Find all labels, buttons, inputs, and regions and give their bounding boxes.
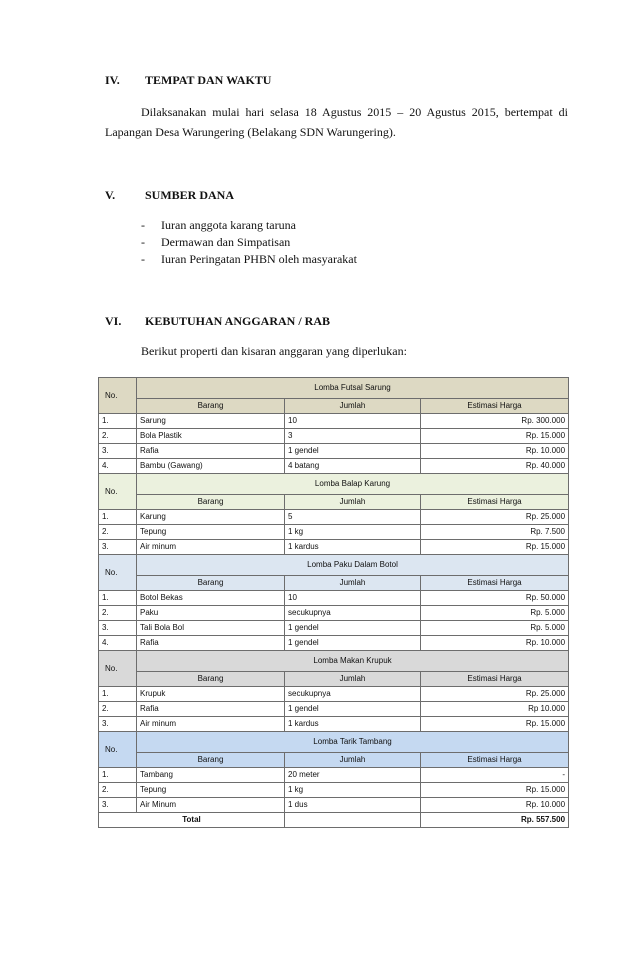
item-no: 1. — [99, 510, 137, 525]
item-harga: Rp. 15.000 — [421, 429, 569, 444]
item-barang: Tepung — [137, 783, 285, 798]
column-header-row — [99, 753, 569, 768]
table-row — [99, 459, 569, 474]
table-row — [99, 768, 569, 783]
total-label: Total — [99, 813, 285, 828]
column-header-row — [99, 399, 569, 414]
item-jumlah: 4 batang — [285, 459, 421, 474]
item-jumlah: 5 — [285, 510, 421, 525]
table-row — [99, 414, 569, 429]
item-no: 1. — [99, 768, 137, 783]
item-harga: Rp. 15.000 — [421, 717, 569, 732]
item-no: 4. — [99, 459, 137, 474]
item-barang: Rafia — [137, 444, 285, 459]
estimasi-column-header: Estimasi Harga — [421, 672, 569, 687]
category-title: Lomba Balap Karung — [137, 474, 569, 495]
table-row — [99, 702, 569, 717]
item-barang: Rafia — [137, 702, 285, 717]
item-barang: Sarung — [137, 414, 285, 429]
category-title-row — [99, 378, 569, 399]
item-harga: Rp. 10.000 — [421, 636, 569, 651]
item-no: 4. — [99, 636, 137, 651]
item-barang: Tambang — [137, 768, 285, 783]
item-jumlah: 1 kardus — [285, 540, 421, 555]
item-barang: Air minum — [137, 717, 285, 732]
no-column-header: No. — [99, 474, 137, 510]
item-harga: Rp. 7.500 — [421, 525, 569, 540]
table-row — [99, 606, 569, 621]
column-header-row — [99, 672, 569, 687]
category-title-row — [99, 732, 569, 753]
barang-column-header: Barang — [137, 672, 285, 687]
list-item: - Iuran anggota karang taruna — [141, 218, 296, 232]
jumlah-column-header: Jumlah — [285, 495, 421, 510]
estimasi-column-header: Estimasi Harga — [421, 495, 569, 510]
rab-table-body — [99, 378, 569, 828]
table-row — [99, 429, 569, 444]
item-harga: Rp. 15.000 — [421, 540, 569, 555]
anggaran-intro: Berikut properti dan kisaran anggaran yang diperlukan: — [141, 344, 407, 358]
item-jumlah: 1 gendel — [285, 621, 421, 636]
item-barang: Tepung — [137, 525, 285, 540]
table-row — [99, 444, 569, 459]
item-barang: Air minum — [137, 540, 285, 555]
category-title-row — [99, 651, 569, 672]
total-value: Rp. 557.500 — [421, 813, 569, 828]
table-row — [99, 591, 569, 606]
category-title-row — [99, 474, 569, 495]
item-no: 3. — [99, 444, 137, 459]
category-title: Lomba Paku Dalam Botol — [137, 555, 569, 576]
list-item: - Dermawan dan Simpatisan — [141, 235, 291, 249]
no-column-header: No. — [99, 555, 137, 591]
total-row — [99, 813, 569, 828]
item-harga: Rp. 50.000 — [421, 591, 569, 606]
sumber-dana-list — [141, 217, 357, 268]
table-row — [99, 636, 569, 651]
item-harga: Rp. 25.000 — [421, 510, 569, 525]
item-barang: Karung — [137, 510, 285, 525]
item-harga: - — [421, 768, 569, 783]
item-harga: Rp. 5.000 — [421, 606, 569, 621]
item-no: 3. — [99, 540, 137, 555]
item-jumlah: 1 gendel — [285, 444, 421, 459]
item-barang: Bola Plastik — [137, 429, 285, 444]
table-row — [99, 510, 569, 525]
barang-column-header: Barang — [137, 576, 285, 591]
item-harga: Rp. 5.000 — [421, 621, 569, 636]
item-no: 1. — [99, 414, 137, 429]
item-jumlah: 10 — [285, 414, 421, 429]
item-harga: Rp. 300.000 — [421, 414, 569, 429]
column-header-row — [99, 495, 569, 510]
barang-column-header: Barang — [137, 753, 285, 768]
table-row — [99, 525, 569, 540]
estimasi-column-header: Estimasi Harga — [421, 753, 569, 768]
item-barang: Tali Bola Bol — [137, 621, 285, 636]
table-row — [99, 783, 569, 798]
barang-column-header: Barang — [137, 495, 285, 510]
item-no: 3. — [99, 717, 137, 732]
item-no: 2. — [99, 783, 137, 798]
jumlah-column-header: Jumlah — [285, 399, 421, 414]
item-jumlah: 1 dus — [285, 798, 421, 813]
item-jumlah: 1 kg — [285, 525, 421, 540]
item-harga: Rp 10.000 — [421, 702, 569, 717]
item-harga: Rp. 25.000 — [421, 687, 569, 702]
section-title: KEBUTUHAN ANGGARAN / RAB — [145, 314, 331, 328]
category-title: Lomba Tarik Tambang — [137, 732, 569, 753]
tempat-waktu-paragraph: Dilaksanakan mulai hari selasa 18 Agustus 2015 – 20 Agustus 2015, bertempat di Lapangan Desa Warungering (Belakang SDN Warungering). — [105, 105, 568, 139]
item-jumlah: secukupnya — [285, 687, 421, 702]
list-item: - Iuran Peringatan PHBN oleh masyarakat — [141, 252, 357, 266]
no-column-header: No. — [99, 732, 137, 768]
item-harga: Rp. 15.000 — [421, 783, 569, 798]
item-jumlah: 20 meter — [285, 768, 421, 783]
jumlah-column-header: Jumlah — [285, 672, 421, 687]
table-row — [99, 621, 569, 636]
table-row — [99, 540, 569, 555]
column-header-row — [99, 576, 569, 591]
table-row — [99, 687, 569, 702]
item-jumlah: 1 gendel — [285, 636, 421, 651]
item-harga: Rp. 10.000 — [421, 798, 569, 813]
item-barang: Krupuk — [137, 687, 285, 702]
total-empty-cell — [285, 813, 421, 828]
item-jumlah: 10 — [285, 591, 421, 606]
barang-column-header: Barang — [137, 399, 285, 414]
jumlah-column-header: Jumlah — [285, 576, 421, 591]
table-row — [99, 717, 569, 732]
rab-table — [98, 377, 569, 828]
jumlah-column-header: Jumlah — [285, 753, 421, 768]
item-jumlah: 1 kardus — [285, 717, 421, 732]
item-no: 3. — [99, 798, 137, 813]
item-no: 1. — [99, 687, 137, 702]
section-title: TEMPAT DAN WAKTU — [145, 73, 272, 87]
estimasi-column-header: Estimasi Harga — [421, 576, 569, 591]
item-no: 2. — [99, 429, 137, 444]
category-title: Lomba Makan Krupuk — [137, 651, 569, 672]
item-no: 3. — [99, 621, 137, 636]
item-jumlah: 1 gendel — [285, 702, 421, 717]
section-number: IV. — [105, 73, 120, 87]
item-no: 2. — [99, 702, 137, 717]
section-number: VI. — [105, 314, 122, 328]
item-jumlah: 3 — [285, 429, 421, 444]
section-title: SUMBER DANA — [145, 188, 235, 202]
no-column-header: No. — [99, 651, 137, 687]
item-jumlah: 1 kg — [285, 783, 421, 798]
item-jumlah: secukupnya — [285, 606, 421, 621]
item-harga: Rp. 10.000 — [421, 444, 569, 459]
item-barang: Botol Bekas — [137, 591, 285, 606]
item-barang: Rafia — [137, 636, 285, 651]
item-no: 1. — [99, 591, 137, 606]
table-row — [99, 798, 569, 813]
category-title-row — [99, 555, 569, 576]
category-title: Lomba Futsal Sarung — [137, 378, 569, 399]
item-harga: Rp. 40.000 — [421, 459, 569, 474]
item-barang: Bambu (Gawang) — [137, 459, 285, 474]
item-no: 2. — [99, 525, 137, 540]
section-number: V. — [105, 188, 116, 202]
estimasi-column-header: Estimasi Harga — [421, 399, 569, 414]
item-barang: Air Minum — [137, 798, 285, 813]
no-column-header: No. — [99, 378, 137, 414]
item-barang: Paku — [137, 606, 285, 621]
item-no: 2. — [99, 606, 137, 621]
